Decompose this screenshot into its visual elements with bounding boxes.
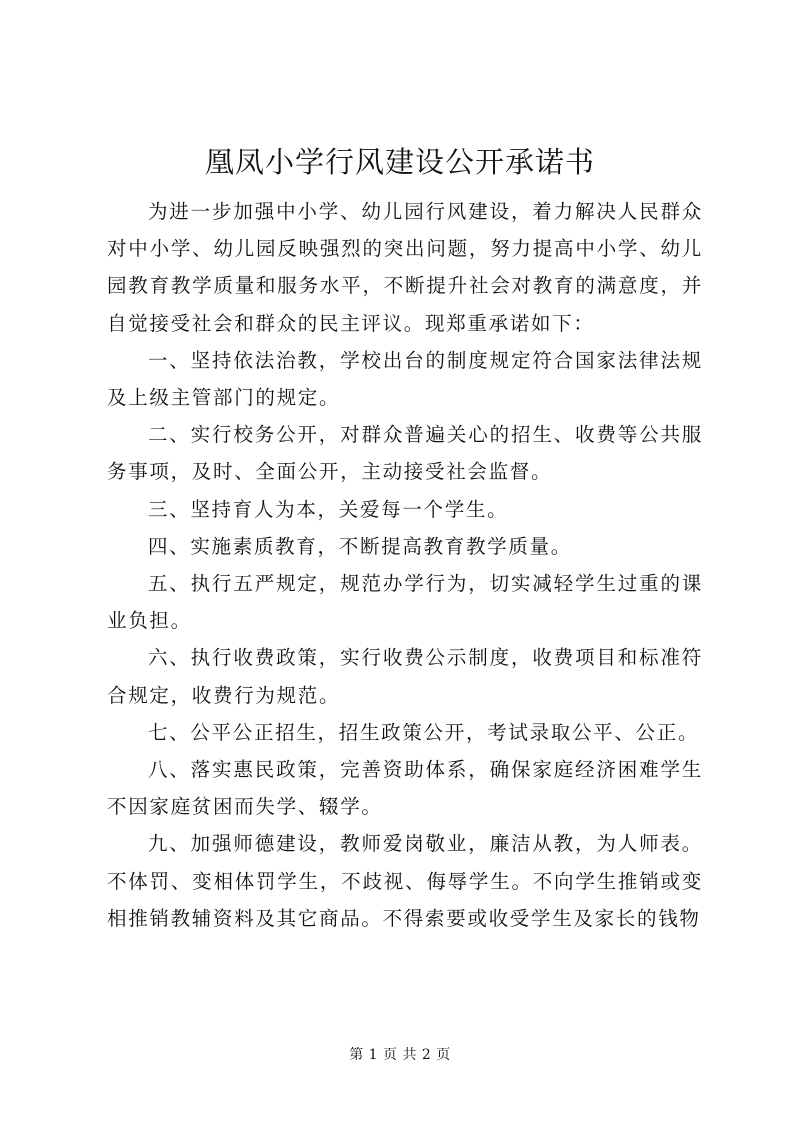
commitment-item-2: 二、实行校务公开，对群众普遍关心的招生、收费等公共服务事项，及时、全面公开，主动接受社会监督。 <box>107 423 703 484</box>
page-footer: 第 1 页 共 2 页 <box>349 1047 451 1063</box>
commitment-item-6: 六、执行收费政策，实行收费公示制度，收费项目和标准符合规定，收费行为规范。 <box>107 646 703 707</box>
commitment-item-7: 七、公平公正招生，招生政策公开，考试录取公平、公正。 <box>147 720 700 744</box>
document-body <box>107 193 703 937</box>
commitment-item-4: 四、实施素质教育，不断提高教育教学质量。 <box>147 534 572 558</box>
commitment-item-9: 九、加强师德建设，教师爱岗敬业，廉洁从教，为人师表。不体罚、变相体罚学生，不歧视、侮辱学生。不向学生推销或变相推销教辅资料及其它商品。不得索要或收受学生及家长的钱物 <box>107 832 703 930</box>
commitment-item-3: 三、坚持育人为本，关爱每一个学生。 <box>147 497 509 521</box>
commitment-item-5: 五、执行五严规定，规范办学行为，切实减轻学生过重的课业负担。 <box>107 572 703 633</box>
commitment-item-1: 一、坚持依法治教，学校出台的制度规定符合国家法律法规及上级主管部门的规定。 <box>107 348 703 410</box>
document-title: 凰凤小学行风建设公开承诺书 <box>204 145 595 179</box>
commitment-item-8: 八、落实惠民政策，完善资助体系，确保家庭经济困难学生不因家庭贫困而失学、辍学。 <box>107 758 703 819</box>
intro-paragraph: 为进一步加强中小学、幼儿园行风建设，着力解决人民群众对中小学、幼儿园反映强烈的突出问题，努力提高中小学、幼儿园教育教学质量和服务水平，不断提升社会对教育的满意度，并自觉接受社会和群众的民主评议。现郑重承诺如下： <box>107 200 703 335</box>
